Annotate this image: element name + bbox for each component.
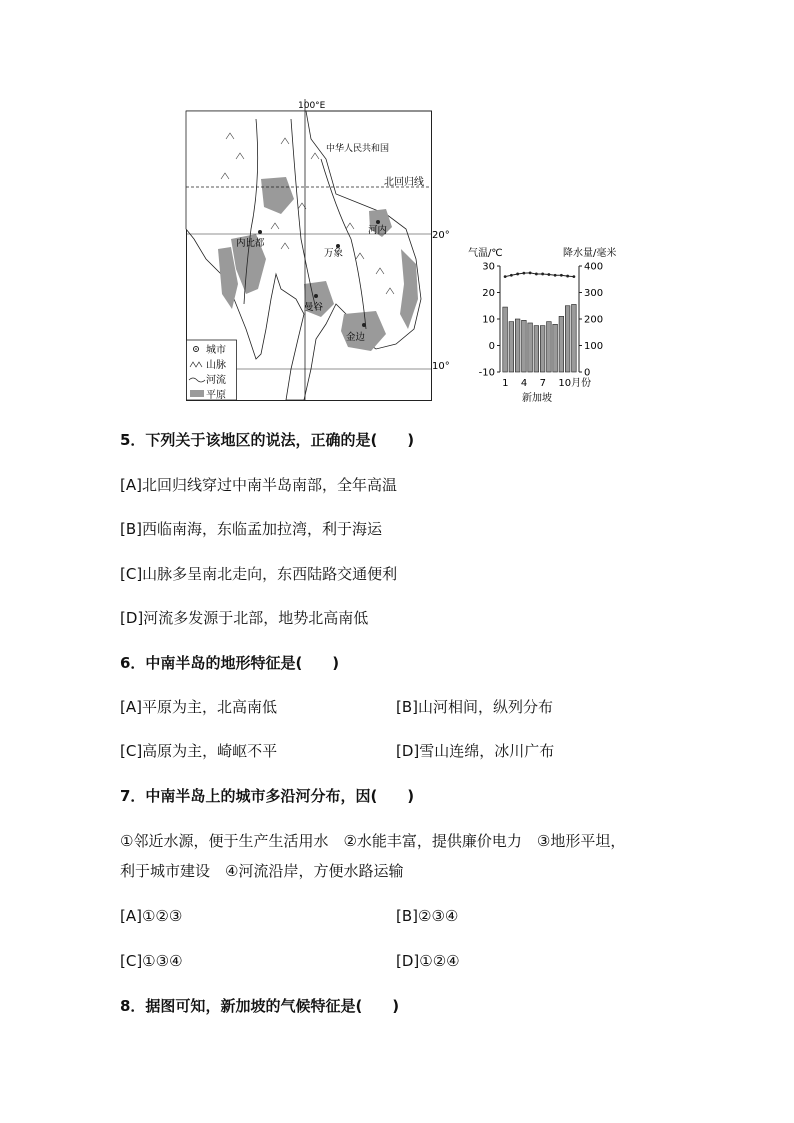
- precip-bar: [503, 307, 508, 372]
- temp-ticks: [479, 262, 500, 379]
- svg-text:河流: 河流: [206, 375, 226, 386]
- meridian-label: 100°E: [298, 101, 326, 111]
- temp-tick-label: 20: [482, 288, 495, 299]
- temperature-polyline: [505, 273, 574, 277]
- q7-statement-line1: ①邻近水源，便于生产生活用水 ②水能丰富，提供廉价电力 ③地形平坦，: [120, 832, 626, 850]
- lat-20-label: 20°: [432, 230, 450, 241]
- q7-option-a: [A]①②③: [120, 907, 183, 925]
- question-5-stem: 5．下列关于该地区的说法，正确的是( ): [120, 431, 415, 449]
- country-label: 中华人民共和国: [326, 144, 390, 154]
- temperature-point: [566, 275, 569, 278]
- temperature-point: [522, 272, 525, 275]
- temp-tick-label: 10: [482, 314, 495, 326]
- q5-option-a: [A]北回归线穿过中南半岛南部，全年高温: [120, 476, 397, 494]
- q6-option-c: [C]高原为主，崎岖不平: [120, 742, 278, 760]
- temperature-point: [554, 274, 557, 277]
- month-tick-label: 1: [502, 378, 509, 389]
- q7-option-d: [D]①②④: [396, 952, 460, 970]
- precip-tick-label: 0: [584, 367, 591, 379]
- southeast-asia-map: [186, 99, 450, 401]
- precip-ticks: [579, 262, 603, 379]
- svg-text:河内: 河内: [368, 225, 388, 236]
- q6-option-d: [D]雪山连绵，冰川广布: [396, 742, 555, 760]
- temperature-point: [547, 273, 550, 276]
- precip-tick-label: 200: [584, 314, 604, 326]
- precip-tick-label: 300: [584, 288, 604, 299]
- precip-bar: [565, 306, 570, 372]
- temperature-point: [529, 271, 532, 274]
- month-tick-label: 7: [539, 378, 546, 389]
- temperature-point: [516, 273, 519, 276]
- temperature-point: [541, 273, 544, 276]
- question-8-stem: 8．据图可知，新加坡的气候特征是( ): [120, 997, 400, 1015]
- svg-text:山脉: 山脉: [206, 360, 226, 371]
- svg-text:金边: 金边: [346, 332, 366, 343]
- temp-tick-label: 30: [482, 261, 495, 273]
- svg-text:平原: 平原: [206, 390, 226, 401]
- singapore-climate-chart: [466, 238, 626, 410]
- question-6-stem: 6．中南半岛的地形特征是( ): [120, 654, 340, 672]
- svg-text:城市: 城市: [206, 345, 226, 356]
- month-ticks: [502, 377, 591, 389]
- precip-bar: [572, 304, 577, 372]
- temperature-point: [572, 275, 575, 278]
- precip-bar: [540, 326, 545, 372]
- temperature-point: [504, 275, 507, 278]
- precip-bar: [547, 322, 552, 372]
- question-7-stem: 7．中南半岛上的城市多沿河分布，因( ): [120, 787, 415, 805]
- climate-caption: 新加坡: [522, 393, 552, 404]
- q7-option-b: [B]②③④: [396, 907, 459, 925]
- month-tick-label: 10月份: [558, 378, 592, 389]
- q6-option-b: [B]山河相间，纵列分布: [396, 698, 553, 716]
- tropic-label: 北回归线: [384, 177, 424, 188]
- temperature-line: [504, 271, 576, 278]
- q7-statement-line2: 利于城市建设 ④河流沿岸，方便水路运输: [120, 862, 404, 880]
- map-legend: [187, 340, 237, 401]
- precip-tick-label: 100: [584, 341, 604, 352]
- temperature-point: [535, 273, 538, 276]
- month-tick-label: 4: [520, 378, 528, 389]
- temperature-point: [560, 274, 563, 277]
- temp-tick-label: 0: [488, 341, 495, 352]
- plain-symbol-icon: [190, 390, 204, 397]
- temperature-point: [510, 274, 513, 277]
- q7-option-c: [C]①③④: [120, 952, 183, 970]
- precipitation-bars: [503, 304, 576, 372]
- precip-axis-label: 降水量/毫米: [563, 248, 617, 259]
- q5-option-d: [D]河流多发源于北部，地势北高南低: [120, 609, 369, 627]
- q6-option-a: [A]平原为主，北高南低: [120, 698, 277, 716]
- temp-tick-label: -10: [478, 367, 495, 379]
- precip-bar: [559, 316, 564, 372]
- q5-option-b: [B]西临南海，东临孟加拉湾，利于海运: [120, 520, 382, 538]
- precip-bar: [553, 324, 558, 372]
- svg-text:内比都: 内比都: [236, 238, 265, 249]
- svg-text:万象: 万象: [324, 248, 344, 259]
- svg-text:曼谷: 曼谷: [304, 302, 324, 313]
- precip-bar: [522, 320, 527, 372]
- precip-bar: [515, 319, 520, 372]
- precip-bar: [528, 323, 533, 372]
- lat-10-label: 10°: [432, 361, 450, 372]
- precip-bar: [509, 322, 514, 372]
- precip-bar: [534, 326, 539, 372]
- temp-axis-label: 气温/℃: [468, 248, 503, 259]
- q5-option-c: [C]山脉多呈南北走向，东西陆路交通便利: [120, 565, 398, 583]
- precip-tick-label: 400: [584, 261, 604, 273]
